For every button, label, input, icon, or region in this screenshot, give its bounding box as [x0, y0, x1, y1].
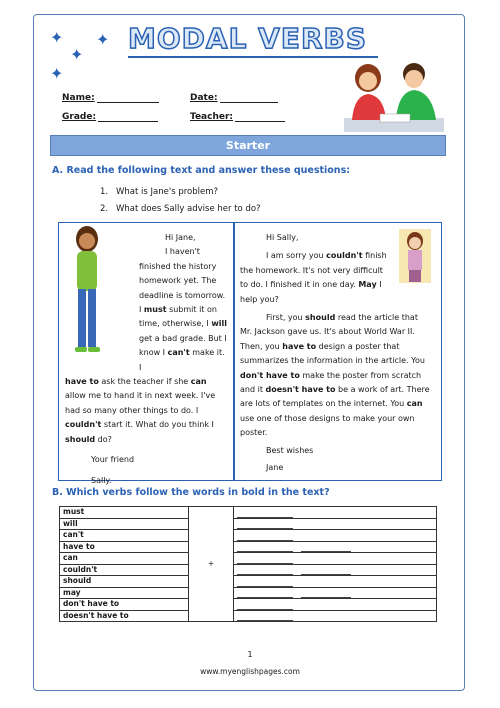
- site-link[interactable]: www.myenglishpages.com: [200, 667, 300, 676]
- letter-closing: Best wishes: [266, 445, 314, 455]
- verb-cell: couldn't: [60, 564, 189, 576]
- letter-greeting: Hi Sally,: [266, 233, 299, 242]
- answer-cell[interactable]: [234, 599, 437, 611]
- verb-cell: may: [60, 587, 189, 599]
- answer-cell[interactable]: [234, 564, 437, 576]
- verb-cell: can't: [60, 530, 189, 542]
- answer-blank[interactable]: [237, 521, 293, 529]
- answer-blank[interactable]: [301, 590, 351, 598]
- answer-blank[interactable]: [237, 590, 293, 598]
- answer-cell[interactable]: [234, 587, 437, 599]
- table-row: [60, 610, 437, 622]
- question-list: [100, 184, 261, 218]
- teacher-field[interactable]: [190, 112, 285, 122]
- letter-to-sally: Hi Sally, I am sorry you couldn't finish the homework. It's not very difficult to do. I finished it in one day. May I help you? First, you should read the article that Mr. Jackson gave us. It's about World War II. Then, you have to design a poster that summarizes the information in the article. You don't have to make the poster from scratch and it doesn't have to be a work of art. There are lots of templates on the internet. You can use one of those designs to make your own poster. Best wishes Jane: [240, 231, 436, 476]
- table-row: [60, 553, 437, 565]
- star-icon: ✦: [50, 64, 64, 83]
- table-row: [60, 564, 437, 576]
- letter-closing: Your friend: [91, 455, 135, 465]
- page-number: 1: [247, 650, 253, 659]
- verb-cell: don't have to: [60, 599, 189, 611]
- table-row: [60, 587, 437, 599]
- table-row: [60, 507, 437, 519]
- letter-to-jane: Hi Jane, I haven't finished the history homework yet. The deadline is tomorrow. I must submit it on time, otherwise, I will get a bad grade. But I know I can't make it. I have to ask the teacher if she can allow me to hand it in next week. I've had so many other things to do. I couldn't start it. What do you think I should do? Your friend Sally.: [65, 231, 229, 488]
- answer-blank[interactable]: [237, 602, 293, 610]
- teacher-label: Teacher:: [190, 112, 234, 122]
- verb-cell: doesn't have to: [60, 610, 189, 622]
- list-item: 2. What does Sally advise her to do?: [100, 204, 261, 214]
- letter-greeting: Hi Jane,: [165, 233, 196, 242]
- name-label: Name:: [62, 93, 95, 103]
- letter-signature: Sally.: [91, 475, 112, 485]
- star-icon: ✦: [96, 30, 110, 49]
- answer-blank[interactable]: [301, 567, 351, 575]
- table-row: [60, 530, 437, 542]
- answer-cell[interactable]: [234, 576, 437, 588]
- divider: [233, 223, 235, 480]
- answer-blank[interactable]: [237, 510, 293, 518]
- letter-body: I am sorry you couldn't finish: [266, 251, 387, 261]
- letters-box: [58, 222, 442, 485]
- verb-cell: must: [60, 507, 189, 519]
- verb-cell: have to: [60, 541, 189, 553]
- letter-signature: Jane: [266, 463, 284, 473]
- date-label: Date:: [190, 93, 218, 103]
- table-row: [60, 576, 437, 588]
- answer-blank[interactable]: [237, 533, 293, 541]
- answer-cell[interactable]: [234, 507, 437, 519]
- verb-cell: can: [60, 553, 189, 565]
- answer-blank[interactable]: [237, 567, 293, 575]
- table-row: [60, 541, 437, 553]
- verbs-table: [59, 506, 437, 622]
- verb-cell: will: [60, 518, 189, 530]
- star-icon: ✦: [70, 45, 84, 64]
- star-icon: ✦: [50, 28, 64, 47]
- name-field[interactable]: [62, 93, 159, 103]
- plus-cell: +: [189, 507, 234, 622]
- date-field[interactable]: [190, 93, 278, 103]
- table-row: [60, 599, 437, 611]
- answer-cell[interactable]: [234, 553, 437, 565]
- answer-cell[interactable]: [234, 610, 437, 622]
- answer-blank[interactable]: [237, 613, 293, 621]
- students-illustration: [340, 56, 450, 134]
- verb-cell: should: [60, 576, 189, 588]
- list-item: 1. What is Jane's problem?: [100, 187, 219, 197]
- letter-body: I haven't: [165, 247, 200, 257]
- answer-cell[interactable]: [234, 518, 437, 530]
- page-title: MODAL VERBS: [128, 22, 378, 56]
- answer-cell[interactable]: [234, 541, 437, 553]
- starter-banner: Starter: [50, 135, 446, 156]
- answer-blank[interactable]: [237, 556, 293, 564]
- table-row: [60, 518, 437, 530]
- answer-blank[interactable]: [301, 544, 351, 552]
- section-a-heading: A. Read the following text and answer these questions:: [52, 165, 351, 176]
- grade-label: Grade:: [62, 112, 97, 122]
- answer-blank[interactable]: [237, 544, 293, 552]
- section-b-heading: B. Which verbs follow the words in bold in the text?: [52, 487, 330, 498]
- answer-cell[interactable]: [234, 530, 437, 542]
- grade-field[interactable]: [62, 112, 158, 122]
- answer-blank[interactable]: [237, 579, 293, 587]
